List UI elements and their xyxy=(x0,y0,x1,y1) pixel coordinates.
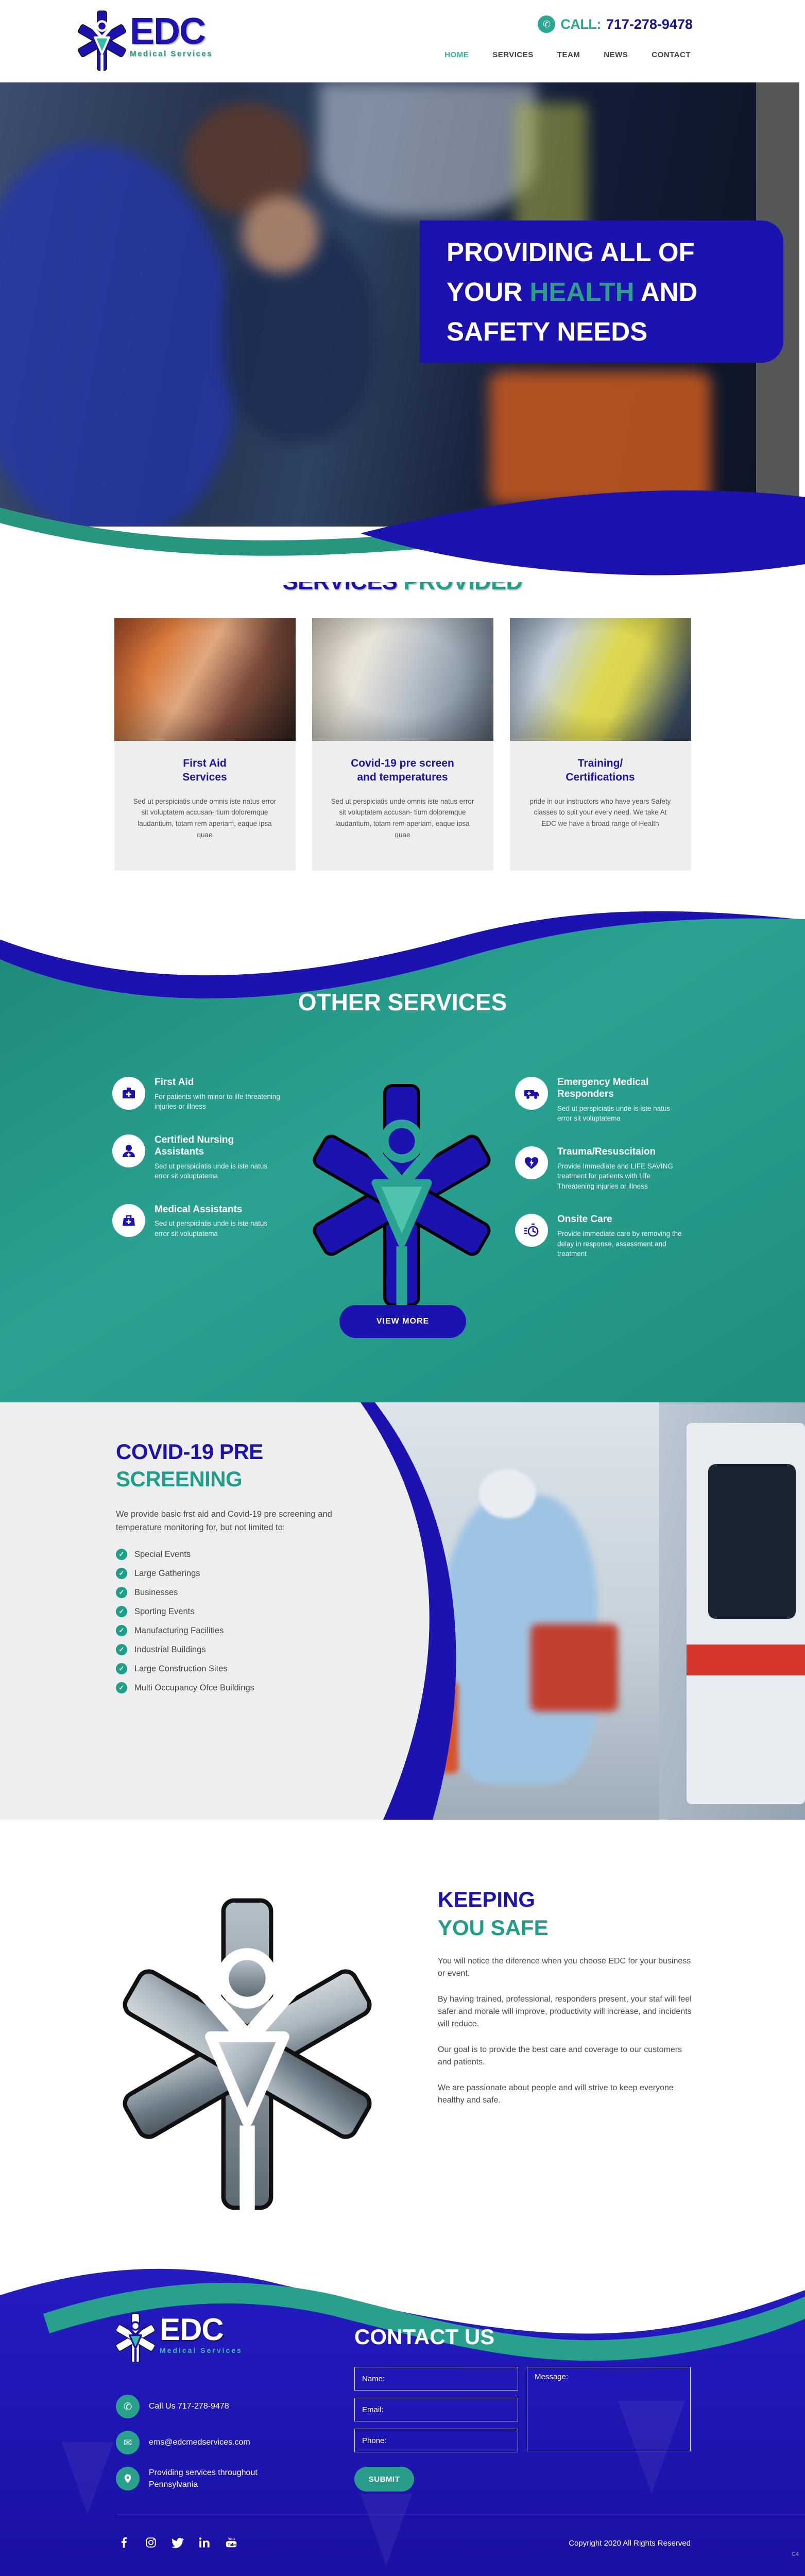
covid-intro: We provide basic frst aid and Covid-19 pre screening and temperature monitoring for, but not limited to: xyxy=(116,1510,332,1532)
page-marker: C4 xyxy=(791,2551,799,2557)
covid-title-line2: SCREENING xyxy=(116,1466,243,1491)
footer-email-row[interactable] xyxy=(116,2431,267,2454)
twitter-icon[interactable] xyxy=(171,2536,184,2549)
service-card-first-aid[interactable] xyxy=(114,618,296,871)
nav-item-contact[interactable]: CONTACT xyxy=(652,50,691,59)
first-aid-kit-icon xyxy=(112,1077,145,1110)
service-card-body: Sed ut perspiciatis unde omnis iste natus error sit voluptatem accusan- tium doloremque laudantium, totam rem aperiam, eaque ipsa quae xyxy=(331,797,474,839)
nav-item-services[interactable]: SERVICES xyxy=(492,50,534,59)
footer-brand-text xyxy=(160,2312,243,2364)
footer-location-row xyxy=(116,2467,267,2490)
checklist-label: Sporting Events xyxy=(134,1606,195,1616)
instagram-icon[interactable] xyxy=(144,2536,158,2549)
other-service-desc: Sed ut perspiciatis unde is iste natus error sit voluptatema xyxy=(557,1104,671,1123)
svg-text:Tube: Tube xyxy=(228,2542,237,2547)
mail-icon: ✉ xyxy=(116,2431,140,2454)
keeping-title-line2: YOU SAFE xyxy=(438,1915,549,1940)
checklist-label: Businesses xyxy=(134,1587,178,1597)
facebook-icon[interactable] xyxy=(117,2536,131,2549)
footer-phone-row[interactable] xyxy=(116,2395,267,2418)
service-card-title-line2: Services xyxy=(182,771,227,784)
check-circle-icon: ✓ xyxy=(116,1682,127,1693)
services-cards xyxy=(0,618,805,871)
checklist-item xyxy=(116,1625,384,1636)
other-service-title: Certified Nursing Assistants xyxy=(155,1134,234,1157)
header xyxy=(0,0,805,82)
check-circle-icon: ✓ xyxy=(116,1568,127,1579)
footer-email-text: ems@edcmedservices.com xyxy=(149,2438,250,2447)
checklist-label: Special Events xyxy=(134,1549,191,1559)
contact-us-title: CONTACT US xyxy=(354,2325,495,2349)
service-card-body: Sed ut perspiciatis unde omnis iste natus error sit voluptatem accusan- tium doloremque laudantium, totam rem aperiam, eaque ipsa quae xyxy=(133,797,277,839)
service-card-title xyxy=(528,756,673,785)
nav-item-news[interactable]: NEWS xyxy=(604,50,628,59)
other-service-onsite-care[interactable] xyxy=(515,1214,685,1259)
other-service-title: Onsite Care xyxy=(557,1214,612,1225)
star-of-life-photo-logo xyxy=(103,1892,391,2216)
keeping-safe-section xyxy=(0,1820,805,2246)
copyright-text: Copyright 2020 All Rights Reserved xyxy=(569,2539,691,2548)
keeping-paragraph: We are passionate about people and will strive to keep everyone healthy and safe. xyxy=(438,2083,674,2105)
other-service-desc: Sed ut perspiciatis unde is iste natus error sit voluptatema xyxy=(155,1219,268,1238)
hero-bottom-wave xyxy=(0,453,805,582)
other-service-title: First Aid xyxy=(155,1077,194,1088)
footer-location-text: Providing services throughout Pennsylvania xyxy=(149,2468,258,2489)
services-section xyxy=(0,538,805,896)
covid-checklist xyxy=(116,1549,384,1693)
other-service-emr[interactable] xyxy=(515,1077,685,1124)
main-nav xyxy=(444,50,691,59)
service-card-body: pride in our instructors who have years Safety classes to suit your every need. We take At EDC we have a broad range of Health xyxy=(529,797,671,828)
call-label: CALL: xyxy=(560,16,601,32)
footer-brand-name: EDC xyxy=(160,2312,224,2347)
other-service-desc: For patients with minor to life threatening injuries or illness xyxy=(155,1092,280,1111)
star-of-life-icon xyxy=(114,2312,157,2364)
map-pin-icon xyxy=(116,2467,140,2490)
other-service-cna[interactable] xyxy=(112,1134,282,1181)
checklist-item xyxy=(116,1644,384,1655)
submit-button[interactable]: SUBMIT xyxy=(354,2467,414,2492)
service-card-title-line2: and temperatures xyxy=(357,771,448,784)
other-service-text xyxy=(155,1134,282,1181)
other-service-desc: Provide Immediate and LIFE SAVING treatment for patients with Life Threatening injuries or illness xyxy=(557,1162,673,1190)
hero-line1: PROVIDING ALL OF xyxy=(447,237,695,267)
check-circle-icon: ✓ xyxy=(116,1549,127,1560)
other-service-title: Emergency Medical Responders xyxy=(557,1077,649,1099)
heart-bolt-icon xyxy=(515,1146,548,1179)
checklist-label: Manufacturing Facilities xyxy=(134,1625,224,1635)
other-service-text xyxy=(155,1204,282,1239)
other-service-text xyxy=(557,1146,685,1191)
hero-line2-pre: YOUR xyxy=(447,277,530,307)
linkedin-icon[interactable] xyxy=(198,2536,211,2549)
phone-icon: ✆ xyxy=(538,15,555,33)
covid-text-block xyxy=(116,1438,384,1693)
other-services-left-column xyxy=(112,1077,282,1239)
email-input[interactable] xyxy=(354,2398,518,2421)
covid-title-line1: COVID-19 PRE xyxy=(116,1439,263,1464)
social-links xyxy=(117,2536,238,2549)
service-card-title-line1: Training/ xyxy=(577,757,623,769)
service-card-photo-training xyxy=(510,618,691,741)
message-textarea[interactable] xyxy=(527,2367,691,2451)
other-service-title: Medical Assistants xyxy=(155,1204,243,1215)
footer xyxy=(0,2246,805,2576)
checklist-item xyxy=(116,1606,384,1617)
keeping-title-line1: KEEPING xyxy=(438,1887,536,1911)
nurse-icon xyxy=(112,1134,145,1167)
service-card-panel xyxy=(114,741,296,871)
other-service-text xyxy=(557,1077,685,1124)
footer-brand-tagline: Medical Services xyxy=(160,2346,243,2354)
star-of-life-logo-large xyxy=(309,1074,494,1316)
other-service-trauma[interactable] xyxy=(515,1146,685,1191)
checklist-item xyxy=(116,1587,384,1598)
checklist-item xyxy=(116,1682,384,1693)
contact-form xyxy=(354,2367,518,2460)
footer-phone-text: Call Us 717-278-9478 xyxy=(149,2402,229,2411)
service-card-title-line2: Certifications xyxy=(566,771,635,784)
photo-vignette xyxy=(510,618,691,741)
hero-photo-cabinet xyxy=(319,82,536,216)
hero-headline-box xyxy=(420,221,783,363)
name-input[interactable] xyxy=(354,2367,518,2391)
nav-item-home[interactable]: HOME xyxy=(444,50,469,59)
checklist-item xyxy=(116,1549,384,1560)
check-circle-icon: ✓ xyxy=(116,1587,127,1598)
footer-contact-list xyxy=(116,2395,267,2490)
star-of-life-icon xyxy=(76,9,128,72)
service-card-title-line1: First Aid xyxy=(183,757,227,769)
photo-vignette xyxy=(114,618,296,741)
other-services-title: OTHER SERVICES xyxy=(298,989,507,1015)
other-service-desc: Sed ut perspiciatis unde is iste natus error sit voluptatema xyxy=(155,1162,268,1180)
phone-icon: ✆ xyxy=(116,2395,140,2418)
service-card-training[interactable] xyxy=(510,618,691,871)
ambulance-icon xyxy=(515,1077,548,1110)
other-services-section xyxy=(0,896,805,1402)
check-circle-icon: ✓ xyxy=(116,1606,127,1617)
other-service-title: Trauma/Resuscitaion xyxy=(557,1146,656,1157)
keeping-paragraph: You will notice the diference when you choose EDC for your business or event. xyxy=(438,1957,691,1978)
nav-item-team[interactable]: TEAM xyxy=(557,50,580,59)
check-circle-icon: ✓ xyxy=(116,1663,127,1674)
stopwatch-icon xyxy=(515,1214,548,1247)
view-more-button[interactable]: VIEW MORE xyxy=(339,1305,466,1338)
hero-section xyxy=(0,82,805,538)
check-circle-icon: ✓ xyxy=(116,1625,127,1636)
service-card-title xyxy=(133,756,277,785)
keeping-paragraph: Our goal is to provide the best care and coverage to our customers and patients. xyxy=(438,2045,682,2067)
svg-text:You: You xyxy=(228,2536,235,2541)
checklist-item xyxy=(116,1568,384,1579)
service-card-covid[interactable] xyxy=(312,618,493,871)
brand-text xyxy=(130,11,213,58)
hero-line3: SAFETY NEEDS xyxy=(447,316,648,346)
keeping-text-block xyxy=(438,1886,716,2107)
hero-line2-highlight: HEALTH xyxy=(529,277,635,307)
hero-line2-post: AND xyxy=(634,277,698,307)
service-card-photo-cpr xyxy=(114,618,296,741)
other-service-first-aid[interactable] xyxy=(112,1077,282,1112)
checklist-label: Industrial Buildings xyxy=(134,1645,206,1654)
other-service-text xyxy=(155,1077,282,1112)
other-service-medical-assistants[interactable] xyxy=(112,1204,282,1239)
service-card-panel xyxy=(510,741,691,871)
footer-brand-logo[interactable] xyxy=(114,2312,243,2364)
service-card-title-line1: Covid-19 pre screen xyxy=(351,757,454,769)
keeping-paragraph: By having trained, professional, responders present, your staf will feel safer and morale will improve, productivity will increase, and incidents will reduce. xyxy=(438,1995,692,2029)
checklist-label: Multi Occupancy Ofce Buildings xyxy=(134,1683,254,1692)
service-card-photo-temperature xyxy=(312,618,493,741)
call-number: 717-278-9478 xyxy=(606,16,693,32)
photo-vignette xyxy=(312,618,493,741)
checklist-label: Large Construction Sites xyxy=(134,1664,228,1673)
brand-name: EDC xyxy=(130,11,205,52)
hero-headline xyxy=(420,232,697,351)
other-services-right-column xyxy=(515,1077,685,1259)
checklist-item xyxy=(116,1663,384,1674)
phone-input[interactable] xyxy=(354,2429,518,2452)
other-service-desc: Provide immediate care by removing the delay in response, assessment and treatment xyxy=(557,1230,682,1258)
hero-photo-face xyxy=(242,196,319,273)
brand-logo[interactable] xyxy=(76,9,213,72)
brand-tagline: Medical Services xyxy=(130,49,213,58)
service-card-title xyxy=(331,756,475,785)
call-row[interactable] xyxy=(538,15,693,33)
covid-section xyxy=(0,1402,805,1820)
check-circle-icon: ✓ xyxy=(116,1644,127,1655)
youtube-icon[interactable] xyxy=(225,2536,238,2549)
medical-bag-icon xyxy=(112,1204,145,1237)
other-service-text xyxy=(557,1214,685,1259)
service-card-panel xyxy=(312,741,493,871)
checklist-label: Large Gatherings xyxy=(134,1568,200,1578)
